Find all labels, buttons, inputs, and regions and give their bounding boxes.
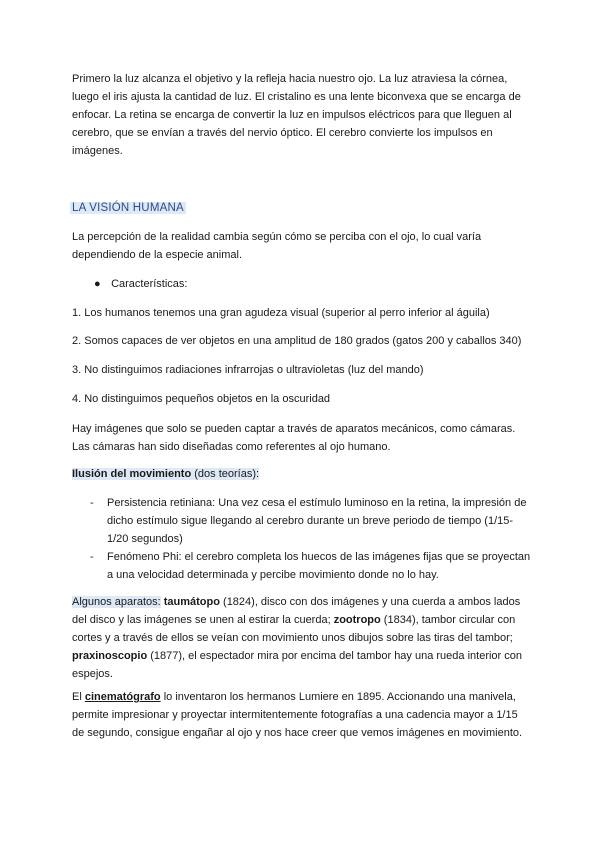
- term-taumatopo: taumátopo: [163, 596, 220, 608]
- devices-paragraph: [72, 420, 532, 456]
- cinema-paragraph: [72, 688, 532, 742]
- apparatus-paragraph: [72, 593, 532, 683]
- list-item: [72, 304, 532, 322]
- term-cinematografo: cinematógrafo: [84, 691, 161, 703]
- apparatus-label: Algunos aparatos:: [72, 596, 161, 608]
- section-heading-wrap: [72, 199, 532, 217]
- characteristics-label: Características:: [111, 278, 188, 290]
- illusion-heading: [72, 465, 532, 483]
- characteristic-3: 3. No distinguimos radiaciones infrarrojas o ultravioletas (luz del mando): [72, 364, 424, 376]
- dash-icon: -: [90, 497, 94, 509]
- characteristic-4: 4. No distinguimos pequeños objetos en la oscuridad: [72, 393, 331, 405]
- perception-paragraph: [72, 228, 532, 264]
- section-heading: LA VISIÓN HUMANA: [72, 202, 184, 214]
- characteristics-bullet: [72, 275, 532, 293]
- perception-text: La percepción de la realidad cambia según cómo se perciba con el ojo, lo cual varía dependiendo de la especie animal.: [72, 231, 482, 261]
- theories-list: [72, 494, 532, 584]
- list-item: [72, 494, 532, 548]
- term-praxinoscopio: praxinoscopio: [72, 650, 148, 662]
- intro-text: Primero la luz alcanza el objetivo y la refleja hacia nuestro ojo. La luz atraviesa la córnea, luego el iris ajusta la cantidad de luz. El cristalino es una lente biconvexa que se encarga de enfocar. La retina se encarga de convertir la luz en impulsos eléctricos para que lleguen al cerebro, que se envían a través del nervio óptico. El cerebro convierte los impulsos en imágenes.: [72, 73, 521, 157]
- characteristic-2: 2. Somos capaces de ver objetos en una amplitud de 180 grados (gatos 200 y caballos 340): [72, 335, 522, 347]
- term-zootropo: zootropo: [333, 614, 381, 626]
- illusion-title: Ilusión del movimiento: [72, 468, 192, 480]
- devices-text: Hay imágenes que solo se pueden captar a través de aparatos mecánicos, como cámaras. Las cámaras han sido diseñadas como referentes al ojo humano.: [72, 423, 516, 453]
- list-item: [72, 548, 532, 584]
- theory-persistence: Persistencia retiniana: Una vez cesa el estímulo luminoso en la retina, la impresión de dicho estímulo sigue llegando al cerebro durante un breve periodo de tiempo (1/15-1/20 segundos): [107, 497, 527, 545]
- zootropo-desc: (1834), tambor circular con cortes y a través de ellos se veían con movimiento unos dibujos sobre las tiras del tambor;: [72, 614, 516, 644]
- praxinoscopio-desc: (1877), el espectador mira por encima del tambor hay una rueda interior con espejos.: [72, 650, 522, 680]
- bullet-icon: ●: [94, 278, 101, 290]
- dash-icon: -: [90, 551, 94, 563]
- list-item: [72, 361, 532, 379]
- list-item: [72, 332, 532, 350]
- list-item: [72, 390, 532, 408]
- cinema-text: lo inventaron los hermanos Lumiere en 1895. Accionando una manivela, permite impresionar y proyectar intermitentemente fotografías a una cadencia mayor a 1/15 de segundo, consigue engañar al ojo y nos hace creer que vemos imágenes en movimiento.: [72, 691, 523, 739]
- cinema-prefix: El: [72, 691, 85, 703]
- theory-phi: Fenómeno Phi: el cerebro completa los huecos de las imágenes fijas que se proyectan a una velocidad determinada y percibe movimiento donde no lo hay.: [107, 551, 531, 581]
- taumatopo-desc: (1824), disco con dos imágenes y una cuerda a ambos lados del disco y las imágenes se unen al estirar la cuerda;: [72, 596, 521, 626]
- intro-paragraph: [72, 70, 532, 160]
- illusion-title-rest: (dos teorías):: [191, 468, 260, 480]
- characteristic-1: 1. Los humanos tenemos una gran agudeza visual (superior al perro inferior al águila): [72, 307, 490, 319]
